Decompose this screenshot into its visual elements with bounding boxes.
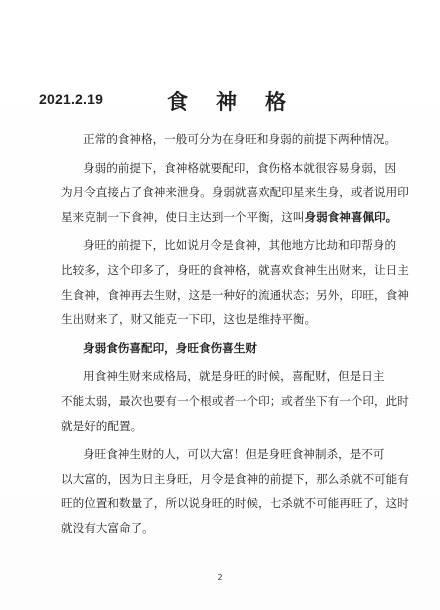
- document-body: [61, 127, 411, 541]
- paragraph-wealth-pattern: [61, 364, 411, 438]
- emphasis-text: 身弱食神喜佩印。: [304, 209, 398, 224]
- text-line: 以大富的，因为日主身旺，月令是食神的前提下，那么杀就不可能有: [61, 471, 409, 486]
- text-line: 正常的食神格，一般可分为在身旺和身弱的前提下两种情况。: [83, 132, 397, 146]
- paragraph-great-wealth: [61, 442, 411, 540]
- text-line: 旺的位置和数量了，所以说身旺的时候，七杀就不可能再旺了，这时: [61, 496, 409, 511]
- text-line: 身旺的前提下，比如说月令是食神，其他地方比劫和印帮身的: [83, 238, 397, 253]
- section-heading: 身弱食伤喜配印，身旺食伤喜生财: [83, 340, 257, 355]
- document-title: 食神格: [167, 90, 314, 114]
- text-line: 不能太弱，最次也要有一个根或者一个印；或者坐下有一个印，此时: [61, 393, 409, 408]
- text-line: 身旺食神生财的人，可以大富！但是身旺食神制杀，是不可: [83, 447, 385, 462]
- document-date: 2021.2.19: [39, 91, 104, 107]
- paragraph-strong-body: [61, 233, 411, 331]
- text-segment: 星来克制一下食神，使日主达到一个平衡，这叫: [61, 209, 305, 224]
- text-line: 就是好的配置。: [61, 418, 143, 433]
- text-line: 身弱的前提下，食神格就要配印，食伤格本就很容易身弱，因: [83, 160, 397, 175]
- text-line: 比较多，这个印多了，身旺的食神格，就喜欢食神生出财来，让日主: [61, 262, 409, 277]
- document-header: [39, 86, 409, 112]
- text-line: 用食神生财来成格局，就是身旺的时候，喜配财，但是日主: [83, 369, 385, 384]
- text-line: 为月令直接占了食神来泄身。身弱就喜欢配印星来生身，或者说用印: [61, 185, 409, 200]
- paragraph-weak-body: [61, 156, 411, 230]
- text-line: 生食神，食神再去生财，这是一种好的流通状态；另外，印旺，食神: [61, 287, 409, 302]
- text-line: 就没有大富命了。: [61, 520, 154, 535]
- text-line: 生出财来了，财又能克一下印，这也是维持平衡。: [61, 312, 317, 327]
- text-line: [61, 205, 411, 230]
- paragraph-intro: [61, 127, 411, 152]
- page-number: 2: [217, 573, 223, 582]
